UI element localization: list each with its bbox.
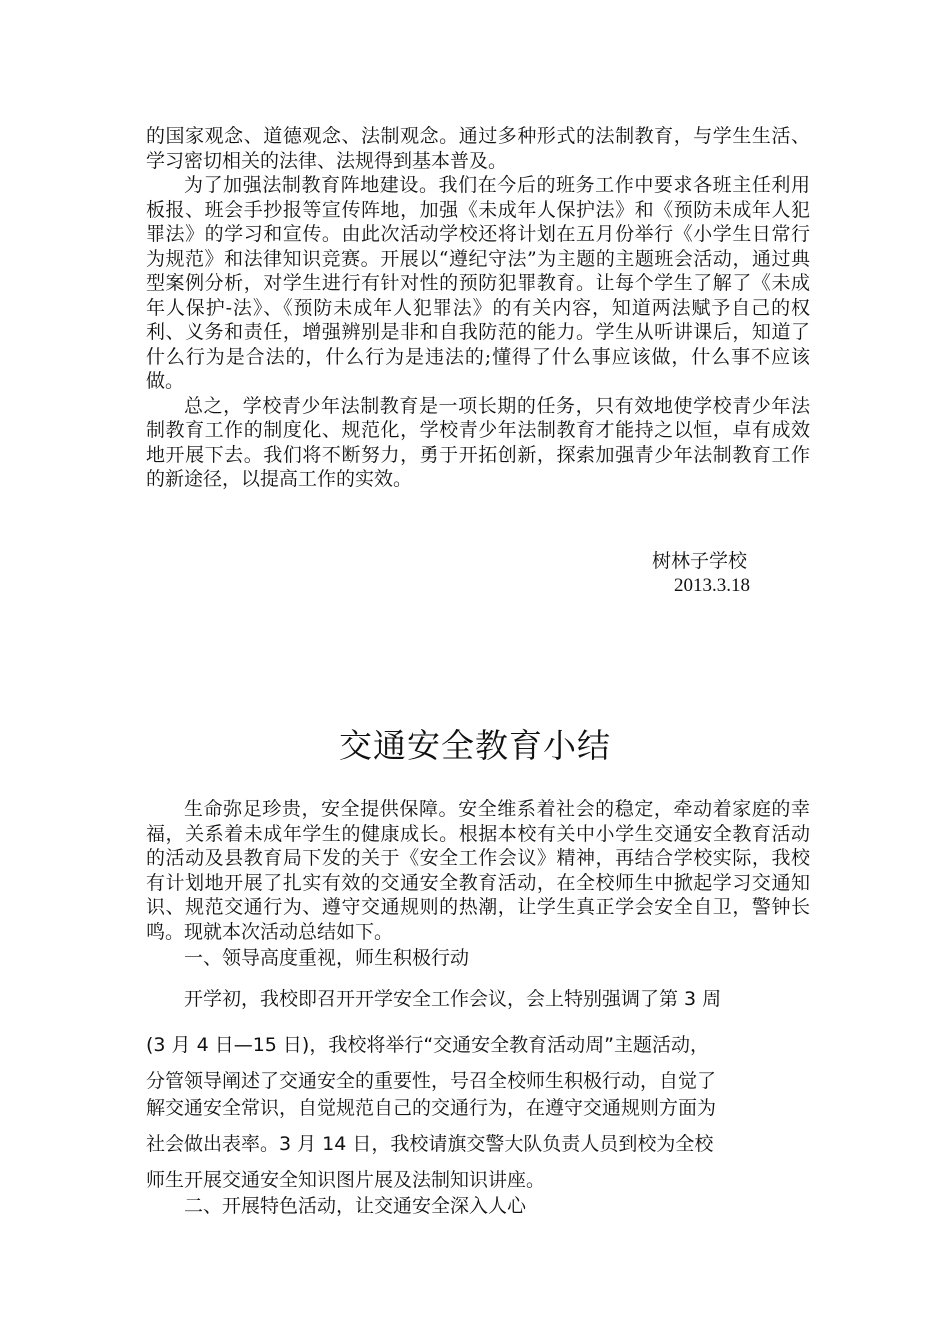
- paragraph-law-education: 为了加强法制教育阵地建设。我们在今后的班务工作中要求各班主任利用板报、班会手抄报等宣传阵地，加强《未成年人保护法》和《预防未成年人犯罪法》的学习和宣传。由此次活动学校还将计划在五月份举行《小学生日常行为规范》和法律知识竞赛。开展以“遵纪守法”为主题的主题班会活动，通过典型案例分析，对学生进行有针对性的预防犯罪教育。让每个学生了解了《未成年人保护-法》、《预防未成年人犯罪法》的有关内容，知道两法赋予自己的权利、义务和责任，增强辨别是非和自我防范的能力。学生从听讲课后，知道了什么行为是合法的，什么行为是违法的;懂得了什么事应该做，什么事不应该做。: [146, 174, 810, 392]
- section-1-line: 师生开展交通安全知识图片展及法制知识讲座。: [146, 1169, 546, 1191]
- section-1-line: 分管领导阐述了交通安全的重要性，号召全校师生积极行动，自觉了: [146, 1070, 717, 1092]
- document-title: 交通安全教育小结: [339, 726, 611, 765]
- section-1-line: (3 月 4 日—15 日)，我校将举行“交通安全教育活动周”主题活动，: [146, 1034, 710, 1056]
- top-text-block: [146, 124, 810, 492]
- section-1-line: 解交通安全常识，自觉规范自己的交通行为，在遵守交通规则方面为: [146, 1097, 717, 1119]
- signature-date: 2013.3.18: [674, 575, 750, 596]
- section-heading-2: 二、开展特色活动，让交通安全深入人心: [184, 1195, 527, 1217]
- paragraph-continued: 的国家观念、道德观念、法制观念。通过多种形式的法制教育，与学生生活、学习密切相关的法律、法规得到基本普及。: [146, 125, 810, 172]
- section-heading-1: 一、领导高度重视，师生积极行动: [184, 947, 470, 969]
- paragraph-conclusion: 总之，学校青少年法制教育是一项长期的任务，只有效地使学校青少年法制教育工作的制度化、规范化，学校青少年法制教育才能持之以恒，卓有成效地开展下去。我们将不断努力，勇于开拓创新，探索加强青少年法制教育工作的新途径，以提高工作的实效。: [146, 394, 810, 490]
- intro-block: [146, 797, 810, 944]
- section-1-line: 社会做出表率。3 月 14 日，我校请旗交警大队负责人员到校为全校: [146, 1133, 714, 1155]
- signature-school: 树林子学校: [652, 550, 748, 572]
- section-1-line: 开学初，我校即召开开学安全工作会议，会上特别强调了第 3 周: [184, 988, 722, 1010]
- paragraph-intro: 生命弥足珍贵，安全提供保障。安全维系着社会的稳定，牵动着家庭的幸福，关系着未成年学生的健康成长。根据本校有关中小学生交通安全教育活动的活动及县教育局下发的关于《安全工作会议》精神，再结合学校实际，我校有计划地开展了扎实有效的交通安全教育活动，在全校师生中掀起学习交通知识、规范交通行为、遵守交通规则的热潮，让学生真正学会安全自卫，警钟长鸣。现就本次活动总结如下。: [146, 798, 810, 943]
